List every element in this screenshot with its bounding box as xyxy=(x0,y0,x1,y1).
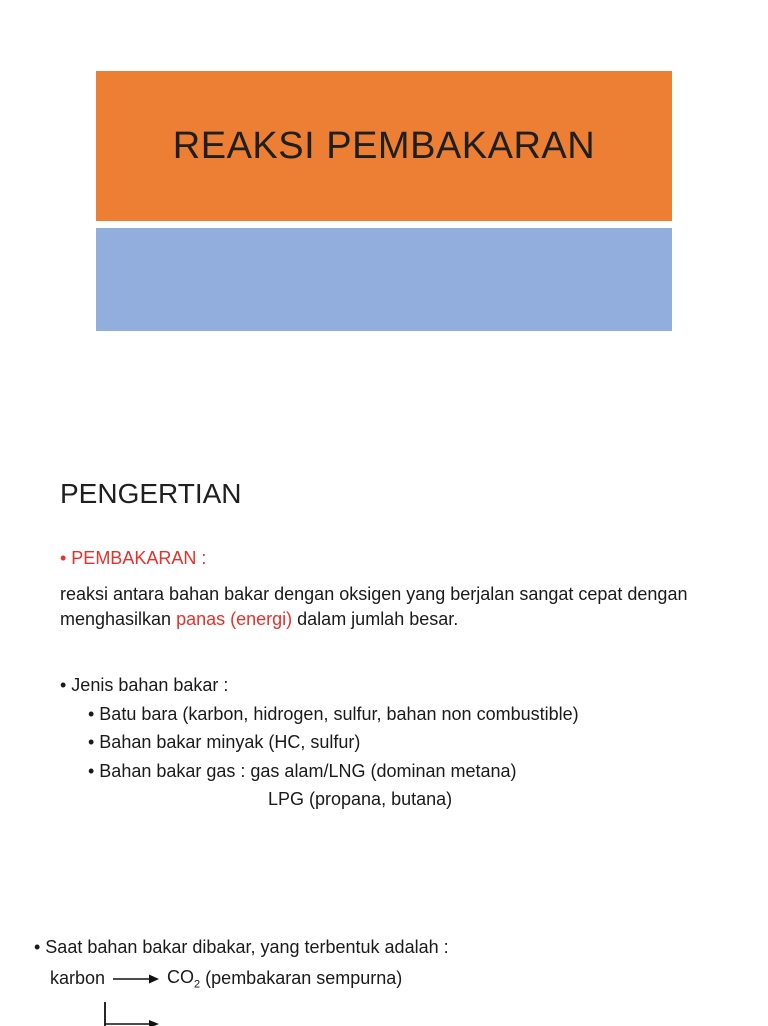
intro-bullet: • Saat bahan bakar dibakar, yang terbentuk adalah : xyxy=(34,937,449,957)
slide-combustion-products xyxy=(0,870,768,1024)
fuel-type-label: • Jenis bahan bakar : xyxy=(60,675,229,695)
slide-title xyxy=(0,0,768,440)
title-banner xyxy=(96,71,672,221)
list-item: • Batu bara (karbon, hidrogen, sulfur, bahan non combustible) xyxy=(88,703,579,724)
fuel-type-list xyxy=(60,671,579,814)
product-note: (pembakaran sempurna) xyxy=(200,968,403,989)
list-item-continuation: LPG (propana, butana) xyxy=(268,789,453,809)
subtitle-banner xyxy=(96,228,672,331)
definition-text-1: reaksi antara bahan bakar dengan oksigen yang berjalan sangat cepat dengan menghasilkan xyxy=(60,584,688,629)
definition-highlight: panas (energi) xyxy=(176,609,293,629)
slide-definition xyxy=(0,440,768,870)
reaction-arrow-icon xyxy=(113,972,159,986)
term-bullet: • PEMBAKARAN : xyxy=(60,548,207,568)
product-formula xyxy=(167,967,200,991)
slide-title-text: REAKSI PEMBAKARAN xyxy=(172,124,596,167)
definition-text-2: dalam jumlah besar. xyxy=(292,609,459,629)
definition-paragraph xyxy=(60,582,740,632)
section-heading: PENGERTIAN xyxy=(60,478,242,509)
list-item: • Bahan bakar minyak (HC, sulfur) xyxy=(88,732,361,752)
reactant-label: karbon xyxy=(50,968,106,989)
reaction-line xyxy=(50,967,402,991)
product-subscript: 2 xyxy=(194,978,201,991)
branch-arrow-icon xyxy=(101,1002,161,1026)
product-base: CO xyxy=(167,967,195,987)
list-item: • Bahan bakar gas : gas alam/LNG (dominan metana) xyxy=(88,760,517,781)
